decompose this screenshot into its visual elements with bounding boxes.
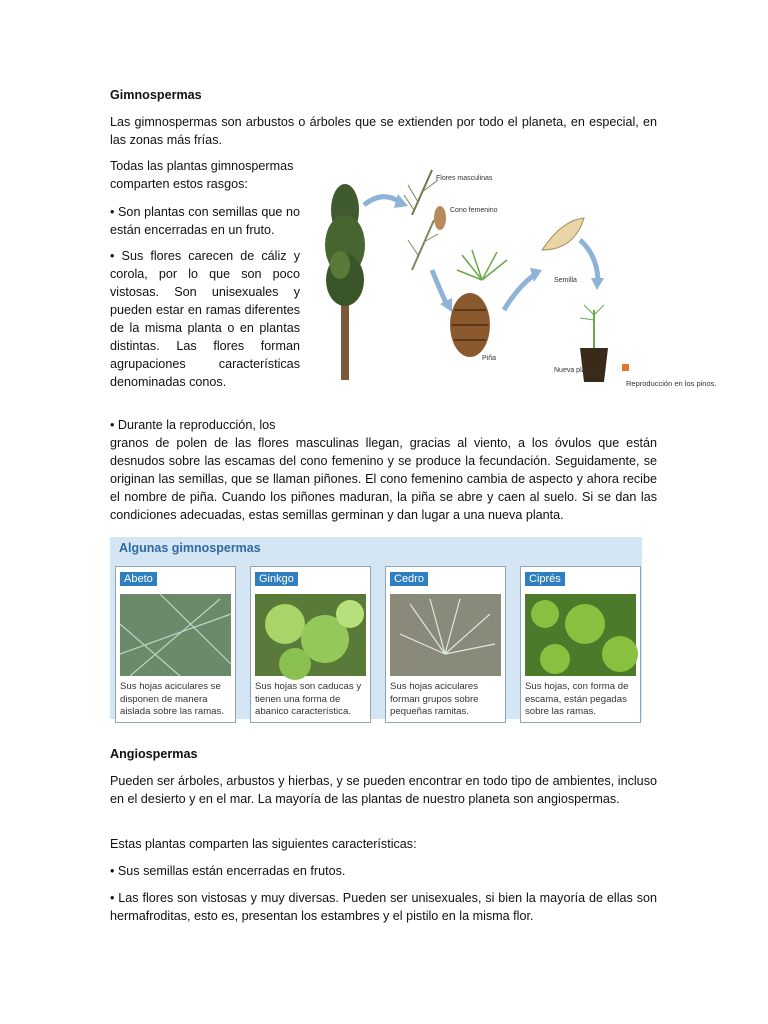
female-cone-illustration xyxy=(434,206,446,230)
gallery-title: Algunas gimnospermas xyxy=(119,541,261,555)
arrow-4 xyxy=(580,240,598,280)
paragraph-angio-traits: Estas plantas comparten las siguientes características: xyxy=(110,837,417,851)
label-cono-femenino: Cono femenino xyxy=(450,207,498,214)
paragraph-angio-intro: Pueden ser árboles, arbustos y hierbas, y se pueden encontrar en todo tipo de ambientes, incluso en el desierto y en el mar. La mayoría de las plantas de nuestro planeta son angiospermas. xyxy=(110,774,657,806)
male-flowers-illustration xyxy=(404,170,438,270)
ginkgo-photo xyxy=(255,594,366,676)
paragraph-gimno-intro: Las gimnospermas son arbustos o árboles que se extienden por todo el planeta, en especial, en las zonas más frías. xyxy=(110,115,657,147)
bullet-seeds: • Son plantas con semillas que no están encerradas en un fruto. xyxy=(110,205,300,237)
card-ginkgo xyxy=(250,566,371,723)
arrow-3 xyxy=(504,275,534,310)
bullet-flowers: • Sus flores carecen de cáliz y corola, por lo que son poco vistosas. Son unisexuales y pueden estar en ramas diferentes de la misma planta o en plantas distintas. Las flores forman agrupaciones características denominadas conos. xyxy=(110,249,300,389)
card-caption: Sus hojas, con forma de escama, están pegadas sobre las ramas. xyxy=(525,681,629,718)
card-cipres xyxy=(520,566,641,723)
cedro-photo xyxy=(390,594,501,676)
card-caption: Sus hojas aciculares se disponen de manera aislada sobre las ramas. xyxy=(120,681,224,718)
label-nueva-planta: Nueva planta xyxy=(554,367,596,374)
heading-angiospermas: Angiospermas xyxy=(110,747,198,761)
paragraph-reproduction: granos de polen de las flores masculinas llegan, gracias al viento, a los óvulos que están desnudos sobre las escamas del cono femenino y se produce la fecundación. Seguidamente, se originan las semillas, que se llaman piñones. El cono femenino cambia de aspecto y ahora recibe el nombre de piña. Cuando los piñones maduran, la piña se abre y caen al suelo. Si se dan las condiciones adecuadas, estas semillas germinan y dan lugar a una nueva planta. xyxy=(110,436,657,522)
paragraph-traits-intro: Todas las plantas gimnospermas comparten estos rasgos: xyxy=(110,159,294,191)
card-abeto xyxy=(115,566,236,723)
card-cedro xyxy=(385,566,506,723)
card-tag: Ginkgo xyxy=(255,572,298,586)
card-caption: Sus hojas son caducas y tienen una forma de abanico característica. xyxy=(255,681,362,718)
seed-illustration xyxy=(542,218,584,250)
figure-caption: Reproducción en los pinos. xyxy=(626,379,717,388)
gimnospermas-gallery xyxy=(110,537,642,719)
label-pina: Piña xyxy=(482,355,497,362)
caption-marker-icon xyxy=(622,364,629,371)
card-tag: Ciprés xyxy=(525,572,565,586)
pine-lifecycle-figure xyxy=(312,160,717,410)
label-flores-masculinas: Flores masculinas xyxy=(436,175,493,182)
arrow-1 xyxy=(364,197,400,205)
bullet-angio-flowers: • Las flores son vistosas y muy diversas. Pueden ser unisexuales, si bien la mayoría de ellas son hermafroditas, esto es, presentan los estambres y el pistilo en la misma flor. xyxy=(110,891,657,923)
bullet-fruits: • Sus semillas están encerradas en frutos. xyxy=(110,864,346,878)
needles-illustration xyxy=(457,250,507,280)
arrow-2 xyxy=(432,270,447,305)
pine-tree-illustration xyxy=(325,184,365,380)
card-caption: Sus hojas aciculares forman grupos sobre pequeñas ramitas. xyxy=(390,681,479,718)
abeto-photo xyxy=(120,594,231,676)
card-tag: Abeto xyxy=(120,572,157,586)
pine-cone-illustration xyxy=(450,293,490,357)
label-semilla: Semilla xyxy=(554,277,577,284)
card-tag: Cedro xyxy=(390,572,428,586)
cipres-photo xyxy=(525,594,636,676)
bullet-reproduction-start: • Durante la reproducción, los xyxy=(110,418,276,432)
heading-gimnospermas: Gimnospermas xyxy=(110,88,202,102)
